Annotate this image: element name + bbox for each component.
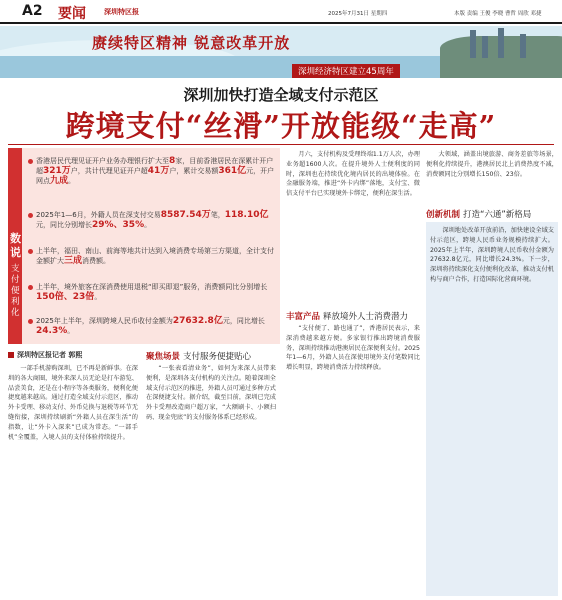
page-header [0, 0, 562, 24]
tower-graphic [482, 36, 488, 58]
tower-graphic [470, 30, 476, 58]
byline-marker-icon [8, 352, 14, 358]
sidebar-title: 数说 [10, 232, 21, 259]
article-headline: 跨境支付“丝滑”开放能级“走高” [65, 109, 497, 143]
data-sidebar [8, 148, 22, 344]
banner-slogan: 赓续特区精神 锐意改革开放 [92, 34, 291, 52]
tower-graphic [520, 34, 526, 58]
data-item: 2025年1—6月，外籍人员在深支付交易8587.54万笔，118.10亿元，同比分别增长29%、35%。 [36, 210, 276, 230]
bullet-icon [28, 285, 33, 290]
anniversary-label: 深圳经济特区建立45周年 [292, 64, 400, 78]
article-column-3: 月六，支付机构及受理终端1.1万人次，办理业务超1600人次。在提升境外人士便利度的同时，深圳也在持续优化境内居民的出境体验。在金融服务端，推进“外卡内绑”落地，支付宝、微信支付平台已实现境外卡绑定，便利在深生活。 [286, 151, 420, 198]
headline-rule [8, 144, 554, 145]
bullet-icon [28, 213, 33, 218]
data-item: 2025年上半年，深圳跨境人民币收付金额为27632.8亿元，同比增长24.3%。 [36, 316, 276, 336]
sidebar-subtitle: 支付便利化 [11, 264, 20, 318]
subhead-mechanism: 创新机制 打造“六通”新格局 [426, 210, 532, 220]
article-column-4: 大领域，涵盖出境旅游、商务差旅等场景，便利化持续提升，港澳居民北上消费热度不减，消费额同比分别增长150倍、23倍。 [426, 151, 558, 178]
byline: 深圳特区报记者 郭熙 [8, 350, 82, 360]
article-column-2: “一张表看清业务”，如何为来深人员带来便利，是深圳各支付机构的关注点。随着深圳全域支付示范区的推进，外籍人员可通过多种方式在深便捷支付。据介绍，截至目前，深圳已完成外卡受理改造商户超万家，“大额刷卡、小额扫码、现金兜底”的支付服务体系已经形成。 [146, 365, 276, 421]
data-item: 香港居民代理见证开户业务办理银行扩大至8家，目前香港居民在深累计开户超321万户，共计代理见证开户超41万户，累计交易额361亿元，开户网点九成。 [36, 156, 276, 186]
article-column-1: 一部手机游购深圳，已不再是新鲜事。在深圳的各大商圈，境外来深人员无论是打车游览、品尝美食，还是在小程序等各类服务，便利化便捷度越来越高。通过打造全域支付示范区，推动外卡受理、移动支付、外币兑换与退税等环节无缝衔接，深圳持续刷新“外籍人员在深生活”的指数，让“外卡入深来”已成为常态。“一部手机”全覆盖，入境人员的支付体验持续提升。 [8, 365, 138, 441]
bullet-icon [28, 159, 33, 164]
anniversary-banner [0, 26, 562, 78]
article-column-3b: “支付便了、路也通了”，香港居民表示，来深消费越来越方便。多家银行推出跨境消费服务，深圳持续推动港澳居民在深便利支付。2025年1—6月，外籍人员在深使用境外支付笔数同比增长明显，跨境消费活力持续释放。 [286, 325, 420, 372]
subhead-scenes: 聚焦场景 支付服务便捷贴心 [146, 352, 251, 362]
article-kicker: 深圳加快打造全域支付示范区 [183, 86, 379, 104]
section-title: 要闻 [58, 6, 86, 22]
editor-credits: 本版 责编 王俊 李晓 曹哲 周欣 邓捷 [454, 11, 542, 17]
article-column-4b: 深圳地处改革开放前沿，加快建设全域支付示范区，跨境人民币业务规模持续扩大。2025年上半年，深圳跨境人民币收付金额为27632.8亿元，同比增长24.3%。下一步，深圳将持续深化支付便利化改革，推动支付机构与商户合作，打造国际化营商环境。 [430, 227, 554, 283]
data-item: 上半年，境外旅客在深消费使用退税“即买即退”服务，消费额同比分别增长150倍、23倍。 [36, 282, 276, 302]
paper-name: 深圳特区报 [104, 8, 139, 16]
tower-graphic [498, 28, 504, 58]
bullet-icon [28, 319, 33, 324]
issue-date: 2025年7月31日 星期四 [328, 11, 388, 17]
data-item: 上半年，福田、南山、前海等地共计达到入境消费专场第三方渠道，全计支付金额扩大三成消费额。 [36, 246, 276, 266]
subhead-products: 丰富产品 释放境外人士消费潜力 [286, 312, 408, 322]
bullet-icon [28, 249, 33, 254]
page-number: A2 [22, 3, 43, 19]
data-box [22, 148, 280, 344]
